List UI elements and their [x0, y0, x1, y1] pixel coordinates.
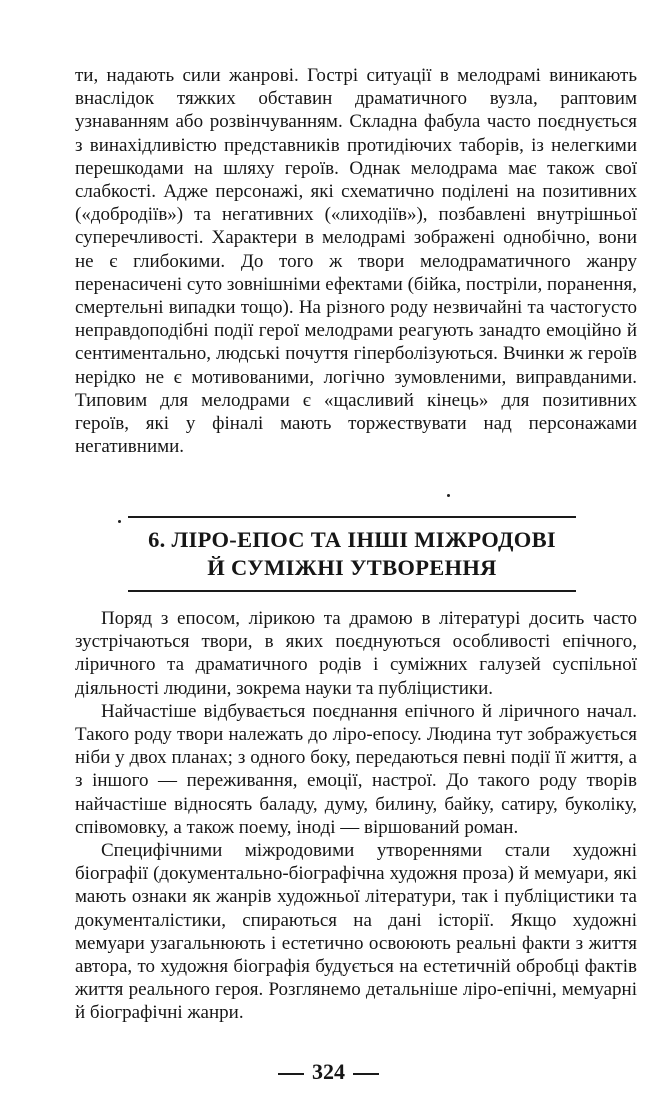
- continuation-text: [75, 64, 637, 458]
- continuation-paragraph: ти, надають сили жанрові. Гострі ситуації в мелодрамі виникають внаслідок тяжких обставин драматичного вузла, раптовим узнаванням або розвінчуванням. Складна фабула часто поєднується з винахідливістю представників протидіючих таборів, із нелегкими перешкодами на шляху героїв. Однак мелодрама має також свої слабкості. Адже персонажі, які схематично поділені на позитивних («добродіїв») та негативних («лиходіїв»), позбавлені внутрішньої суперечливості. Характери в мелодрамі зображені однобічно, вони не є глибокими. До того ж твори мелодраматичного жанру перенасичені суто зовнішніми ефектами (бійка, постріли, поранення, смертельні випадки тощо). На різного роду незвичайні та частогусто неправдоподібні події герої мелодрами реагують занадто емоційно й сентиментально, людські почуття гіперболізуються. Вчинки ж героїв нерідко не є мотивованими, логічно зумовленими, виправданими. Типовим для мелодрами є «щасливий кінець» для позитивних героїв, які у фіналі мають торжествувати над персонажами негативними.: [75, 65, 637, 458]
- body-paragraph-3: Специфічними міжродовими утвореннями стали художні біографії (документально-біографічна художня проза) й мемуари, які мають ознаки як жанрів художньої літератури, так і публіцистики та документалістики, спираються на дані історії. Якщо художні мемуари узагальнюють і естетично освоюють реальні факти з життя автора, то художня біографія будується на естетичній обробці фактів життя реального героя. Розглянемо детальніше ліро-епічні, мемуарні й біографічні жанри.: [75, 840, 637, 1024]
- body-paragraph-1: Поряд з епосом, лірикою та драмою в літературі досить часто зустрічаються твори, в яких поєднуються особливості епічного, ліричного та драматичного родів і суміжних галузей суспільної діяльності людини, зокрема науки та публіцистики.: [75, 608, 637, 699]
- dash-right: [353, 1073, 379, 1075]
- page-number: 324: [312, 1059, 345, 1084]
- section-rule-top: [128, 516, 576, 518]
- section-heading: [110, 526, 594, 582]
- section-heading-line-2: Й СУМІЖНІ УТВОРЕННЯ: [207, 555, 497, 580]
- section-rule-bottom: [128, 590, 576, 592]
- body-paragraph-2: Найчастіше відбувається поєднання епічного й ліричного начал. Такого роду твори належать до ліро-епосу. Людина тут зображується ніби у двох планах; з одного боку, передаються певні події її життя, а з іншого — переживання, емоції, настрої. До такого роду творів найчастіше відносять баладу, думу, билину, байку, сатиру, буколіку, співомовку, а також поему, іноді — віршований роман.: [75, 700, 637, 838]
- speck-mark: [447, 494, 450, 497]
- page-number-footer: [0, 1058, 657, 1086]
- section-body: [75, 607, 637, 1025]
- dash-left: [278, 1073, 304, 1075]
- section-heading-line-1: 6. ЛІРО-ЕПОС ТА ІНШІ МІЖРОДОВІ: [148, 527, 556, 552]
- speck-mark: [118, 520, 121, 523]
